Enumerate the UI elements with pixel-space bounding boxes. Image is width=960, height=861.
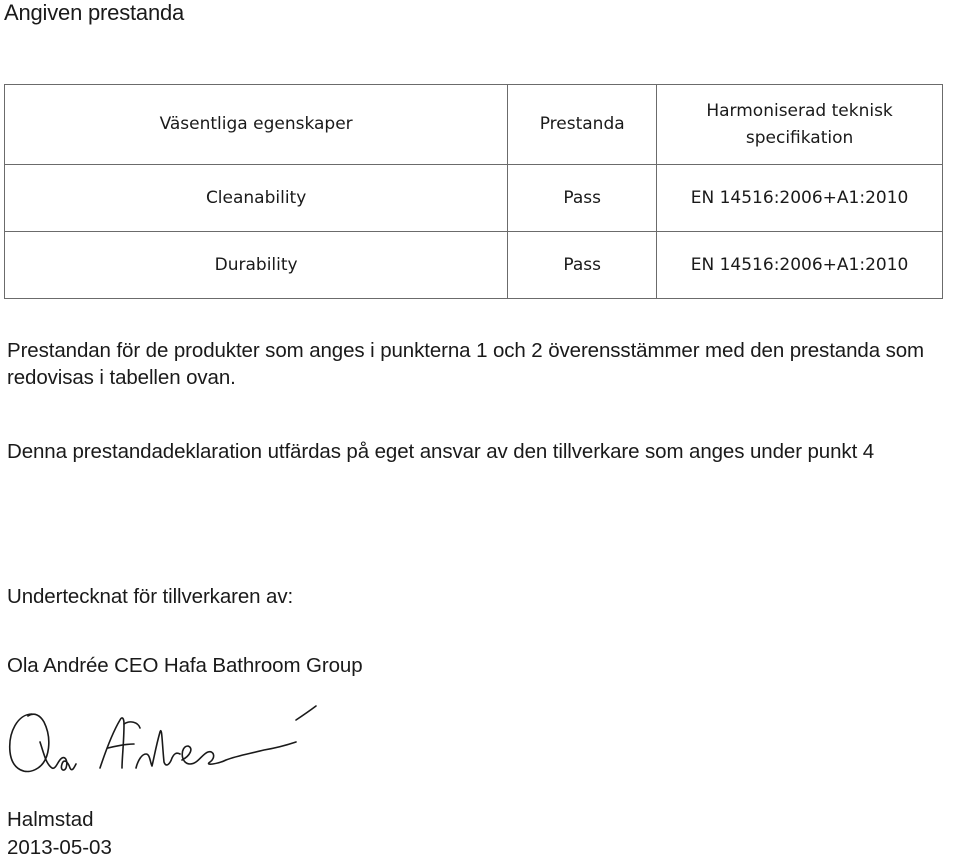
performance-statement: Prestandan för de produkter som anges i punkterna 1 och 2 överensstämmer med den prestanda som redovisas i tabellen ovan. (7, 339, 925, 389)
table-cell-specification: EN 14516:2006+A1:2010 (657, 232, 943, 299)
table-row (5, 165, 943, 232)
performance-table (4, 84, 943, 299)
column-header-harmonised-specification: Harmoniserad teknisk specifikation (657, 85, 943, 165)
column-header-essential-characteristics: Väsentliga egenskaper (5, 85, 508, 165)
table-row (5, 232, 943, 299)
responsibility-statement: Denna prestandadeklaration utfärdas på eget ansvar av den tillverkare som anges under punkt 4 (7, 440, 875, 463)
signing-date: 2013-05-03 (7, 836, 112, 859)
table-cell-characteristic: Cleanability (5, 165, 508, 232)
signatory-name: Ola Andrée CEO Hafa Bathroom Group (7, 654, 363, 677)
column-header-performance: Prestanda (508, 85, 657, 165)
section-heading: Angiven prestanda (4, 0, 185, 25)
table-cell-performance: Pass (508, 232, 657, 299)
table-cell-specification: EN 14516:2006+A1:2010 (657, 165, 943, 232)
table-header-row (5, 85, 943, 165)
handwritten-signature (4, 702, 324, 782)
signed-for-label: Undertecknat för tillverkaren av: (7, 585, 294, 608)
signing-place: Halmstad (7, 808, 94, 831)
signature-drawing (4, 702, 324, 782)
table-cell-characteristic: Durability (5, 232, 508, 299)
table-cell-performance: Pass (508, 165, 657, 232)
